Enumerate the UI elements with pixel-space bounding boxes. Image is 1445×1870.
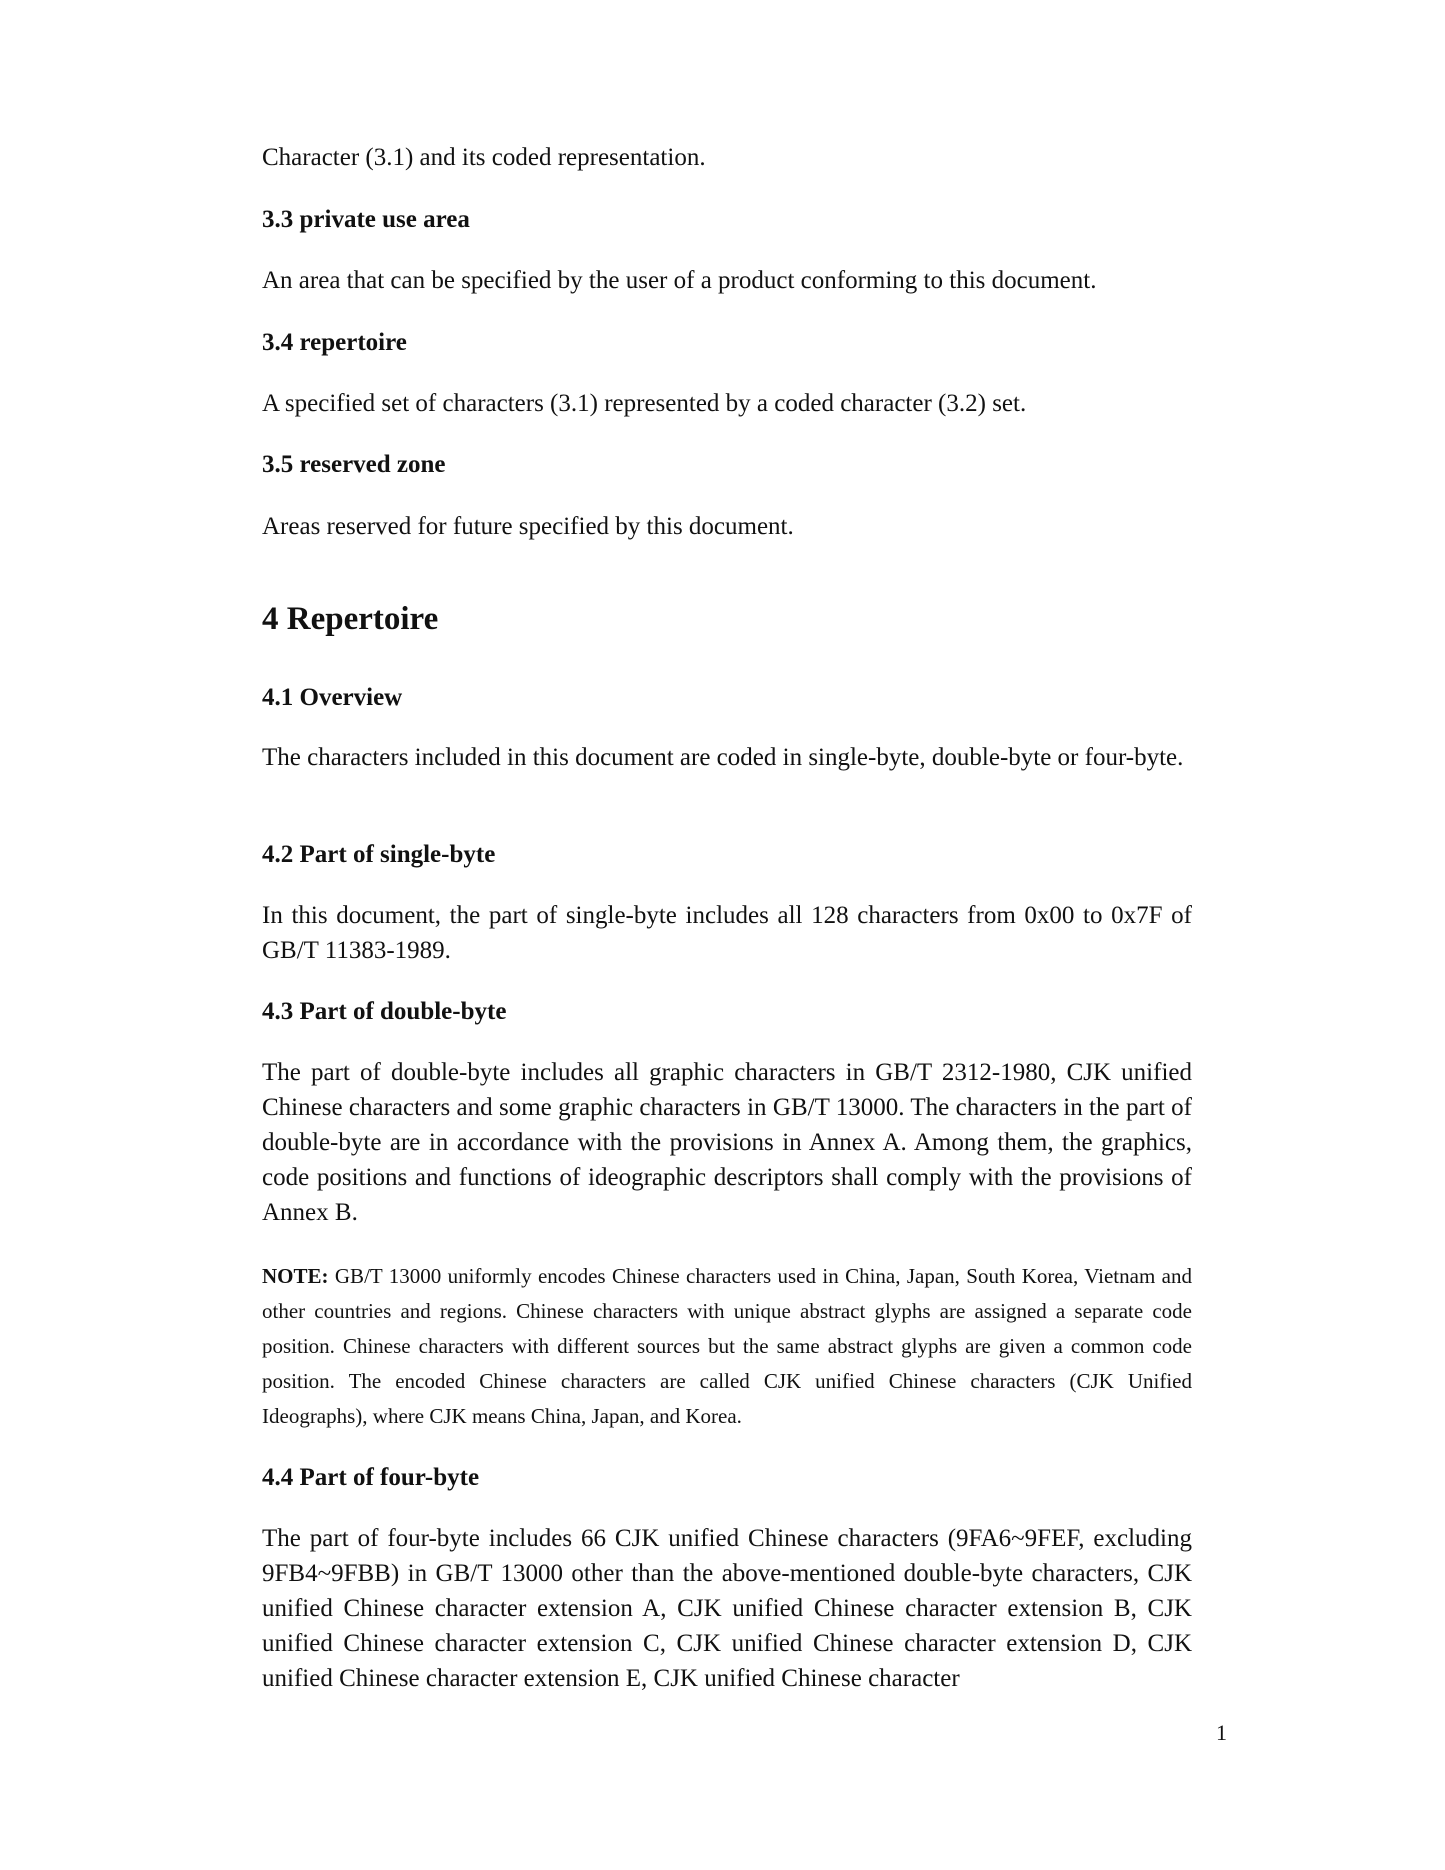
note-text: GB/T 13000 uniformly encodes Chinese characters used in China, Japan, South Korea, Vietnam and other countries and regions. Chinese characters with unique abstract glyphs are assigned a separate code position. Chinese characters with different sources but the same abstract glyphs are given a common code position. The encoded Chinese characters are called CJK unified Chinese characters (CJK Unified Ideographs), where CJK means China, Japan, and Korea. — [262, 1264, 1192, 1428]
subsection-heading-4-1: 4.1 Overview — [262, 684, 403, 711]
section-heading-3-3: 3.3 private use area — [262, 206, 470, 233]
note-label: NOTE: — [262, 1264, 329, 1288]
subsection-heading-4-4: 4.4 Part of four-byte — [262, 1464, 480, 1491]
intro-line: Character (3.1) and its coded representation. — [262, 144, 706, 171]
subsection-body-4-3: The part of double-byte includes all graphic characters in GB/T 2312-1980, CJK unified Chinese characters and some graphic characters in GB/T 13000. The characters in the part of double-byte are in accordance with the provisions in Annex A. Among them, the graphics, code positions and functions of ideographic descriptors shall comply with the provisions of Annex B. — [262, 1059, 1192, 1226]
section-body-3-5: Areas reserved for future specified by this document. — [262, 513, 794, 540]
subsection-heading-4-3: 4.3 Part of double-byte — [262, 998, 507, 1025]
section-body-3-3: An area that can be specified by the user of a product conforming to this document. — [262, 267, 1097, 294]
subsection-body-4-4: The part of four-byte includes 66 CJK unified Chinese characters (9FA6~9FEF, excluding 9FB4~9FBB) in GB/T 13000 other than the above-mentioned double-byte characters, CJK unified Chinese character extension A, CJK unified Chinese character extension B, CJK unified Chinese character extension C, CJK unified Chinese character extension D, CJK unified Chinese character extension E, CJK unified Chinese character — [262, 1525, 1192, 1692]
subsection-body-4-2: In this document, the part of single-byte includes all 128 characters from 0x00 to 0x7F of GB/T 11383-1989. — [262, 902, 1192, 964]
subsection-body-4-1: The characters included in this document are coded in single-byte, double-byte or four-byte. — [262, 744, 1184, 771]
note-block — [262, 1259, 1192, 1434]
section-body-3-4: A specified set of characters (3.1) represented by a coded character (3.2) set. — [262, 390, 1027, 417]
page-number: 1 — [1216, 1720, 1227, 1745]
chapter-heading: 4 Repertoire — [262, 601, 439, 637]
subsection-heading-4-2: 4.2 Part of single-byte — [262, 841, 496, 868]
section-heading-3-5: 3.5 reserved zone — [262, 451, 446, 478]
section-heading-3-4: 3.4 repertoire — [262, 329, 407, 356]
